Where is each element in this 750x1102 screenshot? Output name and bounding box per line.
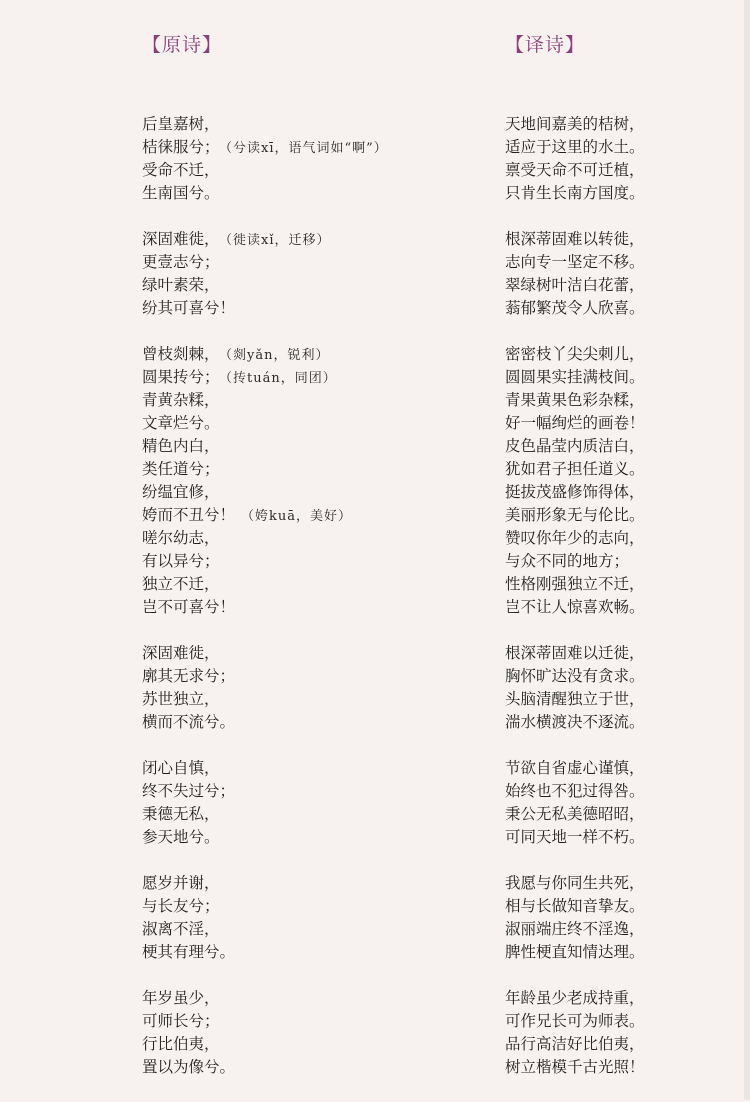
translation-line: 犹如君子担任道义。 xyxy=(505,460,645,478)
original-line xyxy=(142,826,487,849)
original-line xyxy=(142,918,487,941)
original-line-text: 纷其可喜兮！ xyxy=(142,299,236,317)
original-line xyxy=(142,987,487,1010)
original-line xyxy=(142,228,487,251)
annotation-note: （姱kuā，美好） xyxy=(241,509,353,524)
translation-line: 我愿与你同生共死， xyxy=(505,874,645,892)
original-line-text: 文章烂兮。 xyxy=(142,414,220,432)
original-line xyxy=(142,113,487,136)
original-line xyxy=(142,711,487,734)
translation-line: 圆圆果实挂满枝间。 xyxy=(505,368,645,386)
original-line-text: 生南国兮。 xyxy=(142,184,220,202)
original-line-text: 青黄杂糅， xyxy=(142,391,220,409)
original-line-text: 嗟尔幼志， xyxy=(142,529,220,547)
translation-line: 始终也不犯过得咎。 xyxy=(505,782,645,800)
original-line xyxy=(142,1056,487,1079)
original-line xyxy=(142,182,487,205)
translation-line: 翠绿树叶洁白花蕾， xyxy=(505,276,645,294)
original-line xyxy=(142,458,487,481)
original-stanza xyxy=(142,343,487,619)
translation-heading: 【译诗】 xyxy=(505,34,586,56)
original-poem-body xyxy=(142,113,487,1079)
translation-line: 树立楷模千古光照！ xyxy=(505,1058,645,1076)
translation-line: 秉公无私美德昭昭， xyxy=(505,805,645,823)
original-line xyxy=(142,527,487,550)
translation-line: 赞叹你年少的志向， xyxy=(505,529,645,547)
original-line xyxy=(142,550,487,573)
translation-line: 可作兄长可为师表。 xyxy=(505,1012,645,1030)
translation-line: 与众不同的地方； xyxy=(505,552,630,570)
original-line-text: 年岁虽少， xyxy=(142,989,220,1007)
original-line xyxy=(142,573,487,596)
translation-line: 根深蒂固难以转徙， xyxy=(505,230,645,248)
original-line-text: 可师长兮； xyxy=(142,1012,220,1030)
translation-line: 胸怀旷达没有贪求。 xyxy=(505,667,645,685)
original-line xyxy=(142,251,487,274)
translation-stanza xyxy=(505,872,720,964)
translation-line: 挺拔茂盛修饰得体， xyxy=(505,483,645,501)
translation-line: 青果黄果色彩杂糅， xyxy=(505,391,645,409)
translation-line: 美丽形象无与伦比。 xyxy=(505,506,645,524)
original-line-text: 梗其有理兮。 xyxy=(142,943,236,961)
annotation-note: （兮读xī，语气词如“啊”） xyxy=(225,141,388,156)
page-edge xyxy=(744,0,750,1100)
translation-line: 好一幅绚烂的画卷！ xyxy=(505,414,645,432)
original-line xyxy=(142,136,487,159)
original-line-text: 独立不迁， xyxy=(142,575,220,593)
original-stanza xyxy=(142,987,487,1079)
translation-line: 相与长做知音挚友。 xyxy=(505,897,645,915)
translation-line: 可同天地一样不朽。 xyxy=(505,828,645,846)
original-stanza xyxy=(142,757,487,849)
original-line xyxy=(142,481,487,504)
translation-line: 适应于这里的水土。 xyxy=(505,138,645,156)
translation-line: 节欲自省虚心谨慎， xyxy=(505,759,645,777)
original-line-text: 受命不迁， xyxy=(142,161,220,179)
translation-line: 皮色晶莹内质洁白， xyxy=(505,437,645,455)
original-line xyxy=(142,159,487,182)
original-line xyxy=(142,1010,487,1033)
original-line-text: 横而不流兮。 xyxy=(142,713,236,731)
original-stanza xyxy=(142,113,487,205)
original-line xyxy=(142,780,487,803)
translation-line: 密密枝丫尖尖刺儿， xyxy=(505,345,645,363)
original-line xyxy=(142,412,487,435)
original-line xyxy=(142,274,487,297)
translation-stanza xyxy=(505,987,720,1079)
original-line xyxy=(142,757,487,780)
original-line-text: 廓其无求兮； xyxy=(142,667,236,685)
translation-line: 蓊郁繁茂令人欣喜。 xyxy=(505,299,645,317)
original-line xyxy=(142,803,487,826)
translation-line: 头脑清醒独立于世， xyxy=(505,690,645,708)
translation-line: 性格刚强独立不迁， xyxy=(505,575,645,593)
original-line xyxy=(142,504,487,527)
original-line-text: 深固难徙， xyxy=(142,644,220,662)
original-line xyxy=(142,872,487,895)
translation-line: 只肯生长南方国度。 xyxy=(505,184,645,202)
original-line xyxy=(142,1033,487,1056)
original-line-text: 秉德无私， xyxy=(142,805,220,823)
original-line-text: 愿岁并谢， xyxy=(142,874,220,892)
original-line-text: 深固难徙， xyxy=(142,230,220,248)
translation-body xyxy=(505,113,720,1079)
original-line-text: 终不失过兮； xyxy=(142,782,236,800)
translation-line: 品行高洁好比伯夷， xyxy=(505,1035,645,1053)
annotation-note: （剡yǎn，锐利） xyxy=(225,348,330,363)
translation-line: 禀受天命不可迁植， xyxy=(505,161,645,179)
original-line-text: 后皇嘉树， xyxy=(142,115,220,133)
translation-stanza xyxy=(505,343,720,619)
original-line-text: 桔徕服兮； xyxy=(142,138,220,156)
original-line-text: 纷缊宜修， xyxy=(142,483,220,501)
original-line-text: 置以为像兮。 xyxy=(142,1058,236,1076)
translation-line: 湍水横渡决不逐流。 xyxy=(505,713,645,731)
original-poem-heading: 【原诗】 xyxy=(142,34,223,56)
original-line-text: 精色内白， xyxy=(142,437,220,455)
original-line xyxy=(142,596,487,619)
translation-line: 淑丽端庄终不淫逸， xyxy=(505,920,645,938)
translation-stanza xyxy=(505,228,720,320)
original-line xyxy=(142,343,487,366)
translation-line: 年龄虽少老成持重， xyxy=(505,989,645,1007)
original-line-text: 参天地兮。 xyxy=(142,828,220,846)
original-line xyxy=(142,941,487,964)
original-line xyxy=(142,435,487,458)
original-line-text: 绿叶素荣， xyxy=(142,276,220,294)
original-line xyxy=(142,895,487,918)
original-line-text: 更壹志兮； xyxy=(142,253,220,271)
translation-stanza xyxy=(505,113,720,205)
translation-line: 脾性梗直知情达理。 xyxy=(505,943,645,961)
original-line xyxy=(142,297,487,320)
translation-line: 岂不让人惊喜欢畅。 xyxy=(505,598,645,616)
translation-line: 根深蒂固难以迁徙， xyxy=(505,644,645,662)
original-line-text: 淑离不淫， xyxy=(142,920,220,938)
annotation-note: （抟tuán，同团） xyxy=(225,371,337,386)
original-line xyxy=(142,642,487,665)
translation-column xyxy=(505,30,720,1102)
original-line-text: 行比伯夷， xyxy=(142,1035,220,1053)
original-stanza xyxy=(142,642,487,734)
original-line xyxy=(142,688,487,711)
translation-stanza xyxy=(505,642,720,734)
original-line-text: 姱而不丑兮！ xyxy=(142,506,236,524)
translation-line: 天地间嘉美的桔树， xyxy=(505,115,645,133)
original-line-text: 与长友兮； xyxy=(142,897,220,915)
original-stanza xyxy=(142,228,487,320)
original-line-text: 曾枝剡棘， xyxy=(142,345,220,363)
original-line xyxy=(142,665,487,688)
translation-stanza xyxy=(505,757,720,849)
original-line-text: 类任道兮； xyxy=(142,460,220,478)
original-line xyxy=(142,366,487,389)
original-poem-column xyxy=(142,30,487,1102)
original-line-text: 圆果抟兮； xyxy=(142,368,220,386)
original-line-text: 闭心自慎， xyxy=(142,759,220,777)
original-line-text: 岂不可喜兮！ xyxy=(142,598,236,616)
original-line-text: 苏世独立， xyxy=(142,690,220,708)
original-line xyxy=(142,389,487,412)
original-stanza xyxy=(142,872,487,964)
original-line-text: 有以异兮； xyxy=(142,552,220,570)
annotation-note: （徙读xǐ，迁移） xyxy=(225,233,331,248)
translation-line: 志向专一坚定不移。 xyxy=(505,253,645,271)
